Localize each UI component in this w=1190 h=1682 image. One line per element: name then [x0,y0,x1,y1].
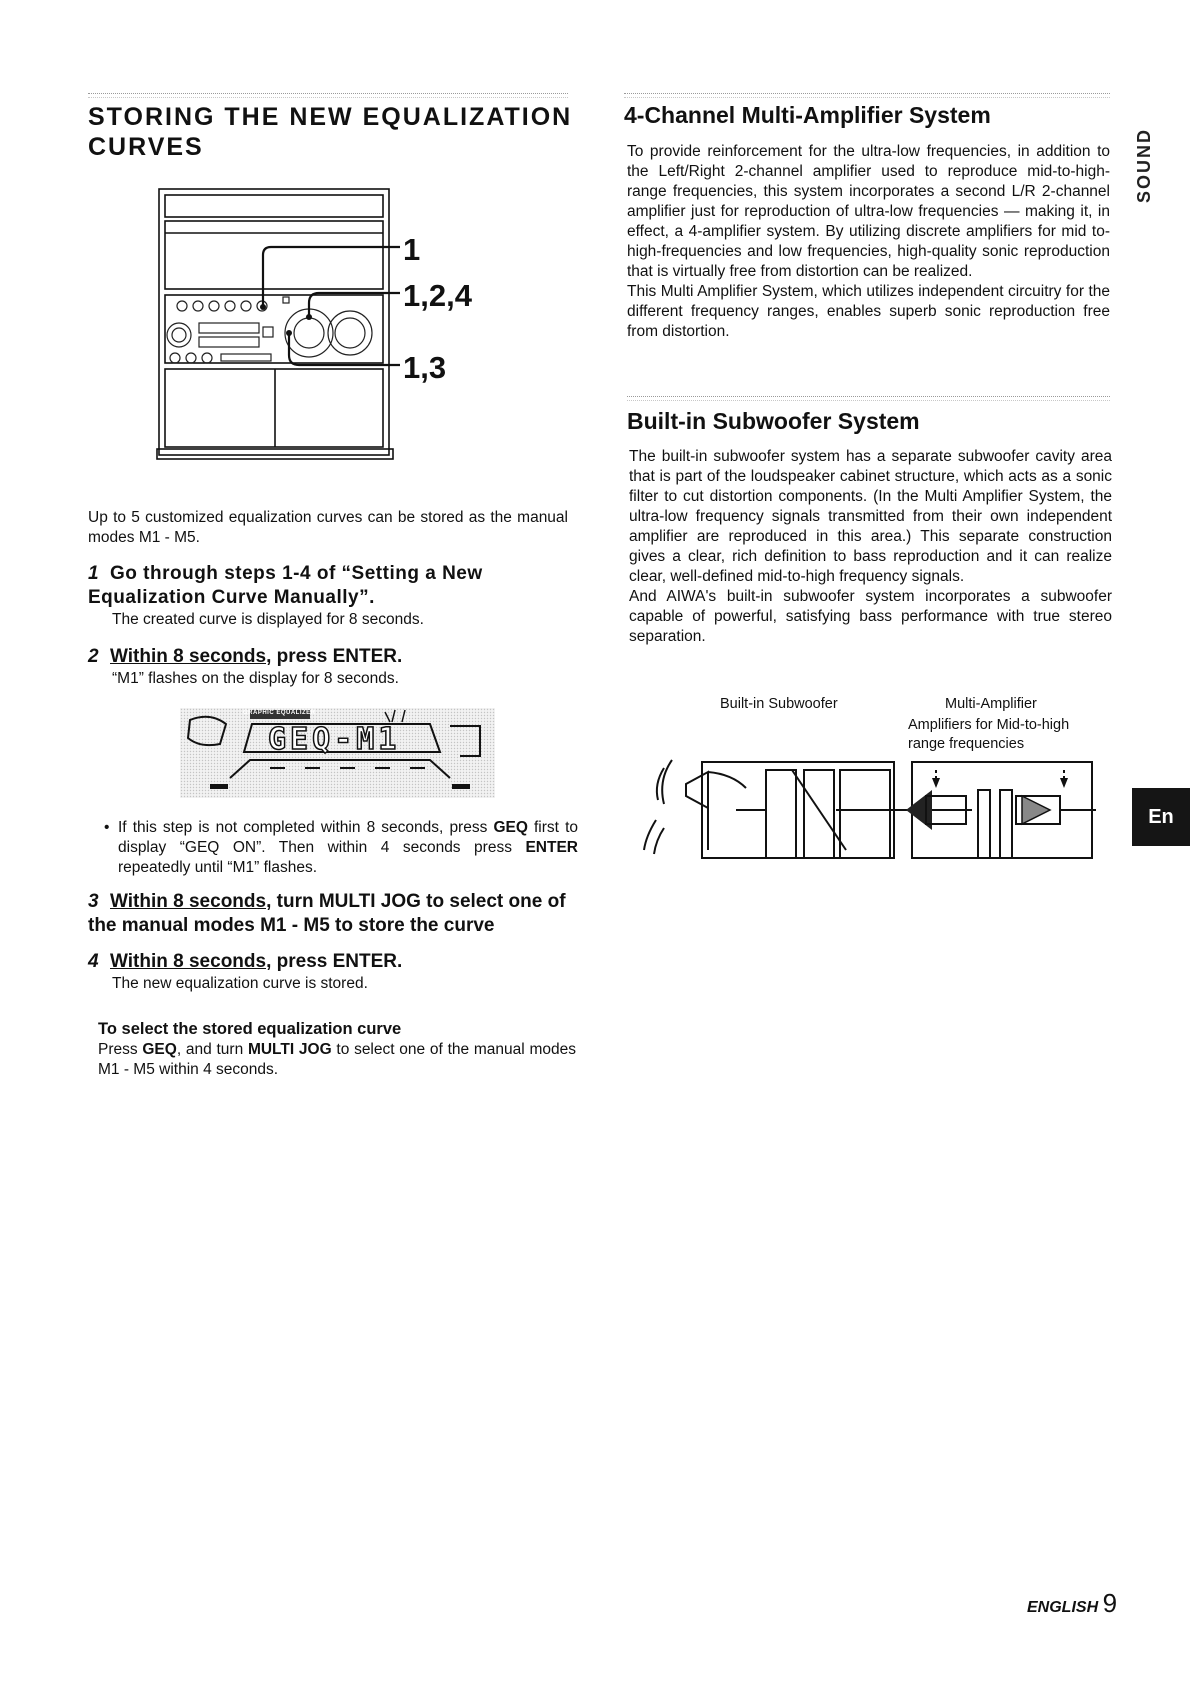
display-panel-label: GRAPHIC EQUALIZER [243,710,316,716]
callout-steps-1-3: 1,3 [403,350,447,385]
step-note: The created curve is displayed for 8 seconds. [112,611,424,628]
subwoofer-text [629,447,1112,647]
mid-rule-right [627,396,1110,401]
select-heading: To select the stored equalization curve [98,1020,402,1038]
footer-language: ENGLISH [1027,1599,1099,1616]
step-number: 2 [88,646,99,667]
label-amplifiers-mid-high: Amplifiers for Mid-to-high range frequencies [908,717,1070,752]
step-number: 1 [88,563,99,584]
callout-steps-1-2-4: 1,2,4 [403,278,472,313]
bullet-bold-enter: ENTER [525,839,578,856]
select-bold-geq: GEQ [142,1041,177,1058]
step-title-rest: turn MULTI JOG to select one of the manual modes M1 - M5 to store the curve [88,891,566,936]
step-number: 4 [88,951,99,972]
bullet-text-2: first to display “GEQ ON”. Then within 4 seconds press [118,819,578,856]
step-title-underlined: Within 8 seconds, [110,646,272,667]
step-2 [88,645,578,689]
select-text-2: , and turn [176,1041,248,1058]
display-text: GEQ-M1 [268,722,401,757]
bullet-text-3: repeatedly until “M1” flashes. [118,859,318,876]
step-title: Go through steps 1-4 of “Setting a New Equalization Curve Manually”. [88,563,483,608]
step-title-rest: press ENTER. [271,646,403,667]
side-label-sound: SOUND [1134,128,1154,204]
step-title-underlined: Within 8 seconds, [110,891,272,912]
step-number: 3 [88,891,99,912]
heading-subwoofer: Built-in Subwoofer System [627,408,920,434]
page-footer [1027,1588,1117,1619]
callout-step-1: 1 [403,232,421,267]
multi-amplifier-text [627,142,1110,342]
select-stored-curve [98,1018,576,1080]
intro-text: Up to 5 customized equalization curves can be stored as the manual modes M1 - M5. [88,509,568,546]
heading-multi-amplifier: 4-Channel Multi-Amplifier System [624,102,991,128]
stereo-unit-illustration [155,185,495,475]
multi-amplifier-para-1: To provide reinforcement for the ultra-low frequencies, in addition to the Left/Right 2-channel amplifier used to reproduce mid-to-high-range frequencies, this system incorporates a second L/R 2-channel amplifier just for reproduction of ultra-low frequencies — making it, in effect, a 4-amplifier system. By utilizing discrete amplifiers for mid to-high-frequencies and low frequencies, high-quality sonic reproduction that is virtually free from distortion can be realized. [627,143,1110,280]
subwoofer-para-2: And AIWA's built-in subwoofer system incorporates a subwoofer capable of powerful, satisfying bass performance with true stereo separation. [629,588,1112,645]
step-title-rest: press ENTER. [271,951,403,972]
label-built-in-subwoofer: Built-in Subwoofer [720,696,838,712]
select-text-3: to select one of the manual modes M1 - M5 within 4 seconds. [98,1041,576,1078]
label-multi-amplifier: Multi-Amplifier [945,696,1037,712]
bullet-dot: • [104,819,110,836]
multi-amplifier-para-2: This Multi Amplifier System, which utilizes independent circuitry for the different frequency ranges, enables superb sonic reproduction free from distortion. [627,283,1110,340]
step-1 [88,562,578,630]
subwoofer-amplifier-diagram [636,750,1106,860]
step-note: “M1” flashes on the display for 8 seconds. [112,670,399,687]
step-3 [88,890,580,938]
top-rule-right [624,93,1110,98]
page-number: 9 [1102,1588,1118,1618]
subwoofer-para-1: The built-in subwoofer system has a separate subwoofer cavity area that is part of the loudspeaker cabinet structure, which acts as a sonic filter to cut distortion components. (In the Multi Amplifier System, the ultra-low frequency signals transmitted from their own independent amplifier are reproduced in this area.) This separate construction gives a clear, rich definition to bass reproduction and it can realize clear, well-defined mid-to-high frequency signals. [629,448,1112,585]
section-heading-storing: STORING THE NEW EQUALIZATION CURVES [88,103,573,161]
top-rule-left [88,93,568,98]
bullet-bold-geq: GEQ [493,819,528,836]
step-note: The new equalization curve is stored. [112,975,368,992]
bullet-note [104,818,578,878]
select-bold-multijog: MULTI JOG [247,1041,332,1058]
language-tab-en: En [1132,788,1190,846]
select-text-1: Press [98,1041,143,1058]
step-title-underlined: Within 8 seconds, [110,951,272,972]
step-4 [88,950,578,994]
bullet-text-1: If this step is not completed within 8 seconds, press [118,819,494,836]
